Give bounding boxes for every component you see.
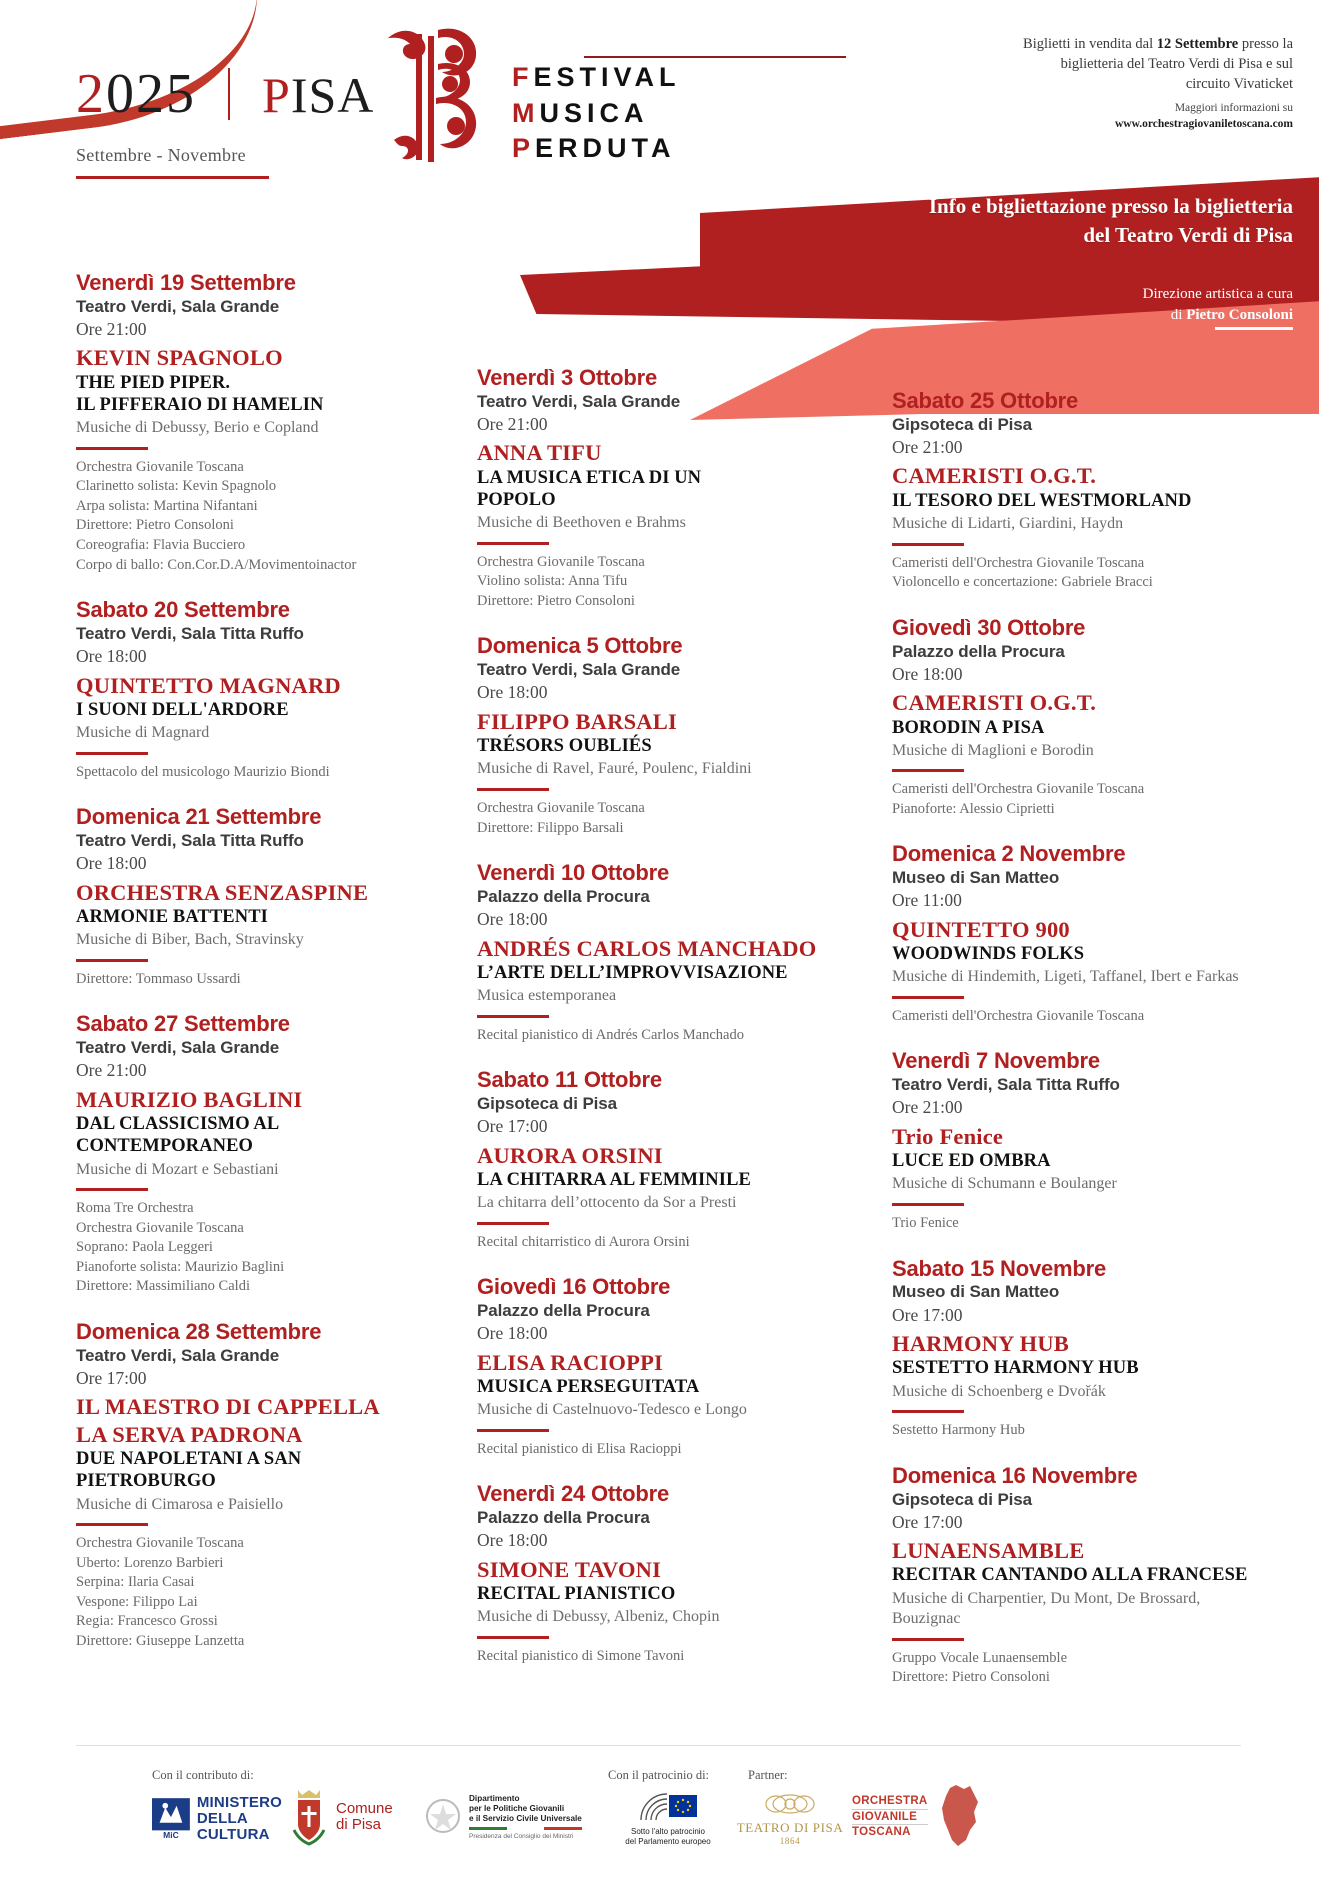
event-time: Ore 21:00 [76,1060,147,1081]
event-venue: Teatro Verdi, Sala Grande [76,1345,280,1365]
event-time: Ore 21:00 [477,414,548,435]
event-card[interactable] [892,1048,1252,1233]
event-title-line: ARMONIE BATTENTI [76,907,268,928]
city-first-letter: P [262,67,291,123]
wordmark-rest-3: ERDUTA [535,133,676,164]
event-artist: ANDRÉS CARLOS MANCHADO [477,935,817,961]
event-credit-line: Orchestra Giovanile Toscana [76,1534,244,1551]
event-credits [76,458,416,575]
event-title [477,962,827,984]
event-rule [76,752,148,755]
wordmark-initial-p: P [512,133,536,164]
tickets-line-3: circuito Vivaticket [1185,76,1293,92]
event-date: Domenica 5 Ottobre [477,633,683,659]
teatro-line-1: TEATRO DI PISA [736,1820,844,1835]
event-card[interactable] [892,841,1252,1026]
event-credit-line: Recital pianistico di Elisa Racioppi [477,1440,682,1457]
event-date: Venerdì 19 Settembre [76,270,296,295]
event-credit-line: Uberto: Lorenzo Barbieri [76,1554,224,1571]
event-credit-line: Direttore: Filippo Barsali [477,819,624,836]
event-credits [892,780,1252,819]
event-card[interactable] [892,388,1252,593]
event-subtitle: Musiche di Biber, Bach, Stravinsky [76,931,304,949]
event-artist: AURORA ORSINI [477,1142,663,1168]
event-title-line: SESTETTO HARMONY HUB [892,1358,1139,1379]
event-credit-line: Soprano: Paola Leggeri [76,1239,213,1256]
event-subtitle: Musiche di Cimarosa e Paisiello [76,1495,284,1513]
dipartimento-politiche-giovanili-logo [424,1792,584,1850]
event-subtitle: Musiche di Magnard [76,724,210,742]
event-credit-line: Direttore: Pietro Consoloni [76,517,234,534]
event-venue: Gipsoteca di Pisa [477,1094,618,1114]
event-card[interactable] [477,1481,827,1666]
website-link[interactable]: www.orchestragiovaniletoscana.com [1114,117,1293,130]
event-title-line: WOODWINDS FOLKS [892,944,1085,965]
event-time: Ore 21:00 [76,319,147,340]
eu-line-1: Sotto l'alto patrocinio [630,1827,705,1836]
comune-line-2: di Pisa [336,1816,382,1833]
event-time: Ore 17:00 [892,1511,963,1532]
event-subtitle: Musiche di Charpentier, Du Mont, De Brossard, Bouzignac [892,1589,1201,1628]
event-rule [892,769,964,772]
event-date: Sabato 20 Settembre [76,597,290,623]
event-title [892,490,1252,512]
event-subtitle: Musiche di Castelnuovo-Tedesco e Longo [477,1401,747,1419]
banner-info-text [673,192,1293,250]
event-artist: SIMONE TAVONI [477,1556,662,1582]
event-credit-line: Cameristi dell'Orchestra Giovanile Toscana [892,1007,1145,1024]
direction-person: Pietro Consoloni [1186,307,1293,324]
event-credits [477,553,827,612]
event-title [892,1357,1252,1379]
tuscany-map-icon [930,1782,982,1852]
event-artist: FILIPPO BARSALI [477,708,677,734]
event-date: Giovedì 30 Ottobre [892,614,1086,640]
event-title [76,372,416,416]
ogt-line-1: ORCHESTRA [852,1794,928,1810]
event-artist: ELISA RACIOPPI [477,1349,663,1375]
event-artist-line: IL MAESTRO DI CAPPELLA [76,1394,380,1420]
event-venue: Palazzo della Procura [892,641,1065,661]
event-card[interactable] [76,270,416,575]
event-credits [477,1233,827,1253]
banner-line-2: del Teatro Verdi di Pisa [1083,222,1293,247]
event-time: Ore 11:00 [892,890,962,911]
event-rule [477,788,549,791]
event-venue: Teatro Verdi, Sala Grande [477,660,681,680]
event-credit-line: Cameristi dell'Orchestra Giovanile Toscana [892,554,1145,571]
event-artist: ORCHESTRA SENZASPINE [76,879,369,905]
event-card[interactable] [76,597,416,782]
event-subtitle: Musiche di Ravel, Fauré, Poulenc, Fialdini [477,760,752,778]
event-credits [76,1199,416,1297]
event-credits [892,1649,1252,1688]
teatro-line-2: 1864 [779,1836,801,1846]
event-time: Ore 18:00 [76,646,147,667]
event-credit-line: Recital pianistico di Andrés Carlos Manchado [477,1026,744,1043]
ministero-line-3: CULTURA [196,1825,270,1843]
event-title-line: CONTEMPORANEO [76,1136,254,1157]
comune-text [336,1801,393,1834]
event-title-line: LA MUSICA ETICA DI UN [477,467,702,488]
event-title-line: RECITAR CANTANDO ALLA FRANCESE [892,1565,1248,1586]
program-column-3 [892,388,1252,1710]
event-venue: Teatro Verdi, Sala Grande [76,296,280,316]
event-credit-line: Orchestra Giovanile Toscana [477,553,645,570]
event-credit-line: Direttore: Massimiliano Caldi [76,1278,250,1295]
event-rule [76,959,148,962]
mic-emblem-icon [152,1797,190,1841]
event-credit-line: Regia: Francesco Grossi [76,1613,218,1630]
event-artist: KEVIN SPAGNOLO [76,345,283,371]
event-date: Domenica 2 Novembre [892,841,1126,867]
ogt-text [852,1794,928,1840]
ministero-line-1: MINISTERO [196,1794,282,1811]
event-venue: Teatro Verdi, Sala Grande [76,1038,280,1058]
event-title [892,1564,1252,1586]
wordmark-initial-f: F [512,62,534,92]
event-credit-line: Spettacolo del musicologo Maurizio Biondi [76,763,330,780]
event-subtitle: Musiche di Schumann e Boulanger [892,1175,1117,1193]
event-date: Domenica 16 Novembre [892,1462,1138,1488]
event-credits [892,1214,1252,1234]
event-date: Venerdì 7 Novembre [892,1048,1100,1074]
pisa-coat-of-arms-icon [288,1786,330,1848]
event-rule [76,1523,148,1526]
event-credit-line: Coreografia: Flavia Bucciero [76,536,246,553]
event-credits [76,970,416,990]
event-subtitle: Musiche di Lidarti, Giardini, Haydn [892,515,1124,533]
footer-label-patrocinio: Con il patrocinio di: [608,1768,710,1782]
event-title [477,467,827,511]
event-title-line: BORODIN A PISA [892,717,1045,738]
event-title [892,1150,1252,1172]
footer-label-partner: Partner: [748,1768,788,1782]
event-rule [892,1203,964,1206]
program-column-1 [76,270,416,1673]
dip-line-3: e il Servizio Civile Universale [469,1813,582,1823]
event-credit-line: Sestetto Harmony Hub [892,1422,1025,1439]
event-rule [892,1638,964,1641]
event-credits [477,1440,827,1460]
event-date: Venerdì 10 Ottobre [477,860,670,886]
wordmark-rest-2: USICA [539,97,649,128]
event-credit-line: Direttore: Pietro Consoloni [477,592,635,609]
parlamento-europeo-logo [608,1790,728,1852]
event-title [892,943,1252,965]
event-date: Venerdì 3 Ottobre [477,365,657,390]
event-credit-line: Violoncello e concertazione: Gabriele Bracci [892,574,1153,591]
event-credit-line: Recital pianistico di Simone Tavoni [477,1647,685,1664]
event-title [76,699,416,721]
event-date: Sabato 25 Ottobre [892,388,1079,413]
event-credit-line: Pianoforte: Alessio Ciprietti [892,800,1055,817]
wordmark-rest-1: ESTIVAL [533,62,681,92]
event-venue: Palazzo della Procura [477,1301,650,1321]
event-card[interactable] [892,1256,1252,1441]
direction-line-1: Direzione artistica a cura [1142,286,1293,302]
event-subtitle: Musiche di Schoenberg e Dvořák [892,1382,1106,1400]
dipartimento-text [469,1794,582,1841]
event-venue: Museo di San Matteo [892,868,1060,888]
event-title-line: PIETROBURGO [76,1471,216,1492]
city-rest: ISA [290,67,375,123]
event-time: Ore 18:00 [477,1530,548,1551]
event-date: Domenica 21 Settembre [76,804,322,830]
event-credits [76,1534,416,1651]
event-credit-line: Direttore: Tommaso Ussardi [76,970,241,987]
event-credit-line: Clarinetto solista: Kevin Spagnolo [76,478,277,495]
direction-line-2 [913,305,1293,326]
event-artist-line: LA SERVA PADRONA [76,1421,303,1447]
event-title-line: LUCE ED OMBRA [892,1151,1051,1172]
event-time: Ore 18:00 [892,663,963,684]
event-title [477,735,827,757]
event-time: Ore 18:00 [477,682,548,703]
event-subtitle: Musiche di Hindemith, Ligeti, Taffanel, Ibert e Farkas [892,968,1239,986]
event-card[interactable] [477,633,827,838]
event-credit-line: Direttore: Pietro Consoloni [892,1669,1050,1686]
ministero-della-cultura-logo [152,1795,282,1847]
year-rest: 025 [106,63,196,125]
event-title-line: L’ARTE DELL’IMPROVVISAZIONE [477,962,788,983]
european-parliament-icon [637,1790,699,1824]
event-subtitle: La chitarra dell’ottocento da Sor a Presti [477,1194,737,1212]
event-date: Sabato 15 Novembre [892,1255,1107,1281]
event-time: Ore 18:00 [76,853,147,874]
event-title [76,1113,416,1157]
tickets-line1-pre: Biglietti in vendita dal [1023,36,1157,52]
event-title-line: IL TESORO DEL WESTMORLAND [892,490,1192,511]
event-card[interactable] [76,1319,416,1652]
event-time: Ore 21:00 [892,437,963,458]
teatro-text [737,1820,844,1846]
event-credit-line: Vespone: Filippo Lai [76,1593,198,1610]
event-title [76,906,416,928]
event-title-line: IL PIFFERAIO DI HAMELIN [76,395,324,416]
event-venue: Gipsoteca di Pisa [892,414,1033,434]
event-credit-line: Roma Tre Orchestra [76,1200,194,1216]
festival-months: Settembre - Novembre [76,145,246,165]
event-credits [892,1421,1252,1441]
event-title-line: I SUONI DELL'ARDORE [76,699,289,720]
event-subtitle: Musica estemporanea [477,987,617,1005]
event-credits [477,799,827,838]
event-rule [76,447,148,450]
tickets-line-2: biglietteria del Teatro Verdi di Pisa e sul [1060,56,1293,72]
event-venue: Palazzo della Procura [477,887,650,907]
event-card[interactable] [76,804,416,989]
teatro-di-pisa-logo [730,1790,850,1852]
event-rule [477,1222,549,1225]
event-credit-line: Serpina: Ilaria Casai [76,1574,195,1591]
event-rule [477,1429,549,1432]
event-artist: QUINTETTO MAGNARD [76,672,341,698]
event-credit-line: Corpo di ballo: Con.Cor.D.A/Movimentoinactor [76,556,357,573]
event-credit-line: Cameristi dell'Orchestra Giovanile Toscana [892,781,1145,798]
banner-line-1: Info e bigliettazione presso la biglietteria [928,194,1293,218]
more-info-label: Maggiori informazioni su [1174,102,1293,114]
event-venue: Gipsoteca di Pisa [892,1489,1033,1509]
event-card[interactable] [76,1011,416,1297]
event-venue: Teatro Verdi, Sala Titta Ruffo [76,624,304,644]
ogt-line-3: TOSCANA [852,1826,911,1839]
event-subtitle: Musiche di Debussy, Berio e Copland [76,419,319,437]
svg-text:MiC: MiC [163,1829,179,1840]
wordmark-initial-m: M [512,97,540,128]
event-subtitle: Musiche di Debussy, Albeniz, Chopin [477,1608,720,1626]
event-credits [76,763,416,783]
event-artist: MAURIZIO BAGLINI [76,1086,303,1112]
event-credits [477,1026,827,1046]
event-rule [477,542,549,545]
event-card[interactable] [477,1067,827,1252]
event-credit-line: Trio Fenice [892,1214,959,1231]
ministero-text [197,1795,282,1842]
dip-line-2: per le Politiche Giovanili [469,1803,565,1813]
event-credit-line: Orchestra Giovanile Toscana [477,799,645,816]
event-title-line: TRÉSORS OUBLIÉS [477,736,652,757]
event-rule [76,1188,148,1191]
event-credit-line: Pianoforte solista: Maurizio Baglini [76,1258,285,1275]
event-title-line: POPOLO [477,490,556,511]
event-credit-line: Arpa solista: Martina Nifantani [76,497,258,514]
event-title [477,1376,827,1398]
direction-rule [1215,327,1293,330]
ogt-line-2: GIOVANILE [852,1810,928,1826]
event-artist: QUINTETTO 900 [892,916,1070,942]
event-credit-line: Direttore: Giuseppe Lanzetta [76,1632,245,1649]
event-credit-line: Recital chitarristico di Aurora Orsini [477,1233,690,1250]
event-subtitle: Musiche di Mozart e Sebastiani [76,1160,279,1178]
event-credit-line: Violino solista: Anna Tifu [477,573,628,590]
event-time: Ore 17:00 [477,1116,548,1137]
event-credit-line: Gruppo Vocale Lunaensemble [892,1649,1068,1666]
event-artist: CAMERISTI O.G.T. [892,690,1097,716]
event-title-line: MUSICA PERSEGUITATA [477,1377,700,1398]
event-artist [76,1393,416,1448]
event-venue: Palazzo della Procura [477,1508,650,1528]
event-venue: Teatro Verdi, Sala Titta Ruffo [76,831,304,851]
event-title [477,1169,827,1191]
event-title [477,1583,827,1605]
event-title-line: THE PIED PIPER. [76,372,231,393]
footer-label-contributo: Con il contributo di: [152,1768,254,1782]
event-subtitle: Musiche di Beethoven e Brahms [477,514,686,532]
event-rule [892,996,964,999]
event-credit-line: Orchestra Giovanile Toscana [76,458,244,475]
event-date: Venerdì 24 Ottobre [477,1481,670,1507]
event-time: Ore 21:00 [892,1097,963,1118]
event-subtitle: Musiche di Maglioni e Borodin [892,741,1094,759]
ministero-line-2: DELLA [196,1809,248,1827]
event-card[interactable] [477,860,827,1045]
repubblica-italiana-emblem-icon [424,1792,462,1842]
event-credit-line: Orchestra Giovanile Toscana [76,1219,244,1236]
event-title-line: DAL CLASSICISMO AL [76,1114,280,1135]
eu-text [625,1827,710,1846]
event-date: Domenica 28 Settembre [76,1318,322,1344]
event-credits [892,554,1252,593]
event-card[interactable] [892,1463,1252,1688]
comune-di-pisa-logo [288,1786,416,1852]
event-artist: CAMERISTI O.G.T. [892,463,1097,489]
tickets-line1-post: presso la [1238,36,1293,52]
teatro-ornament-icon [751,1790,829,1818]
year-first-digit: 2 [76,63,106,125]
event-time: Ore 18:00 [477,909,548,930]
event-title-line: LA CHITARRA AL FEMMINILE [477,1170,751,1191]
event-rule [477,1636,549,1639]
event-card[interactable] [477,1274,827,1459]
event-rule [892,543,964,546]
event-time: Ore 17:00 [892,1304,963,1325]
event-credits [477,1647,827,1667]
footer-divider [76,1745,1241,1746]
event-rule [477,1015,549,1018]
program-column-2 [477,365,827,1688]
event-title-line: RECITAL PIANISTICO [477,1584,676,1605]
event-venue: Teatro Verdi, Sala Grande [477,391,681,411]
event-card[interactable] [892,615,1252,820]
event-artist: Trio Fenice [892,1123,1004,1149]
event-time: Ore 18:00 [477,1323,548,1344]
event-venue: Museo di San Matteo [892,1282,1060,1302]
event-rule [892,1410,964,1413]
event-venue: Teatro Verdi, Sala Titta Ruffo [892,1075,1120,1095]
event-title [76,1448,416,1492]
event-credits [892,1007,1252,1027]
orchestra-giovanile-toscana-logo [852,1782,982,1854]
event-card[interactable] [477,365,827,611]
comune-line-1: Comune [336,1799,393,1817]
event-artist: ANNA TIFU [477,440,602,466]
event-title-line: DUE NAPOLETANI A SAN [76,1449,302,1470]
direction-prefix: di [1170,307,1187,324]
dip-line-4: Presidenza del Consiglio dei Ministri [469,1832,574,1840]
dip-line-1: Dipartimento [469,1793,520,1803]
artistic-direction [913,284,1293,327]
event-time: Ore 17:00 [76,1367,147,1388]
event-date: Sabato 27 Settembre [76,1011,290,1037]
eu-line-2: del Parlamento europeo [625,1836,711,1846]
event-artist: LUNAENSAMBLE [892,1538,1085,1564]
tickets-sale-date: 12 Settembre [1156,36,1239,52]
event-title [892,717,1252,739]
event-artist: HARMONY HUB [892,1330,1069,1356]
event-date: Giovedì 16 Ottobre [477,1274,671,1300]
event-date: Sabato 11 Ottobre [477,1067,662,1093]
